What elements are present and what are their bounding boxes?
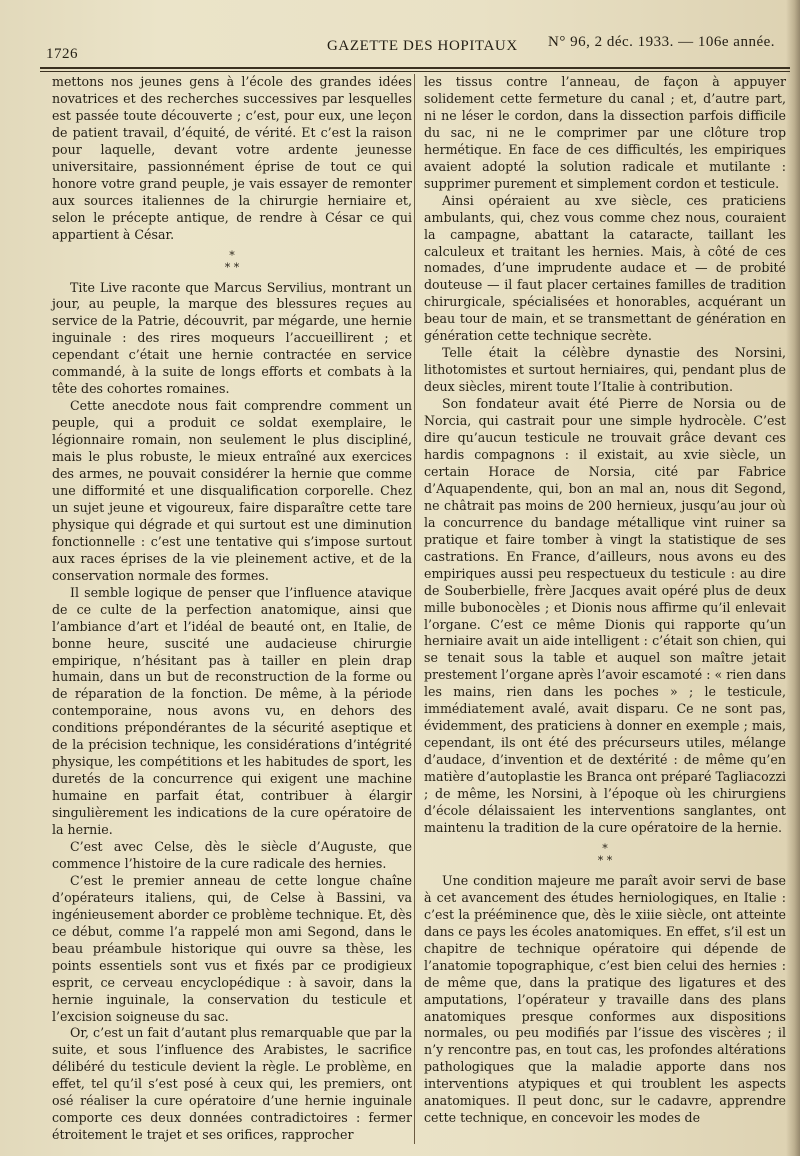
issue-info: N° 96, 2 déc. 1933. — 106e année.	[548, 34, 776, 50]
paragraph: Une condition majeure me paraît avoir servi de base à cet avancement des études herniologiques, en Italie : c’est la prééminence que, dès le xiiie siècle, ont atteinte dans ce pays les écoles anatomiques. En effet, s’il est un chapitre de technique opératoire qui dépende de l’anatomie topographique, c’est bien celui des hernies : de même que, dans la pratique des ligatures et des amputations, l’opérateur y travaille dans des plans anatomiques presque conformes aux dispositions normales, ou peu modifiés par l’issue des viscères ; il n’y rencontre pas, en tout cas, les profondes altérations pathologiques que la maladie apporte dans nos interventions atypiques et qui troublent les aspects anatomiques. Il peut donc, sur le cadavre, apprendre cette technique, en concevoir les modes de	[424, 872, 786, 1126]
page-number: 1726	[46, 46, 78, 62]
paragraph: Son fondateur avait été Pierre de Norsia ou de Norcia, qui castrait pour une simple hydrocèle. C’est dire qu’aucun testicule ne trouvait grâce devant ces hardis compagnons : il existait, au xvie siècle, un certain Horace de Norsia, cité par Fabrice d’Aquapendente, qui, bon an mal an, nous dit Segond, ne châtrait pas moins de 200 hernieux, jusqu’au jour où la concurrence du bandage métallique vint ruiner sa pratique et faire tomber à vingt la statistique de ses castrations. En France, d’ailleurs, nous avons eu des empiriques aussi peu respectueux du testicule : au dire de Souberbielle, frère Jacques avait opéré plus de deux mille bubonocèles ; et Dionis nous affirme qu’il enlevait l’organe. C’est ce même Dionis qui rapporte qu’un herniaire avait un aide intelligent : c’était son chien, qui se tenait sous la table et auquel son maître jetait prestement l’organe après l’avoir escamoté : « rien dans les mains, rien dans les poches » ; le testicule, immédiatement avalé, avait disparu. Ce ne sont pas, évidemment, des praticiens à donner en exemple ; mais, cependant, ils ont été des précurseurs utiles, mélange d’audace, d’invention et de dextérité : de même qu’en matière d’autoplastie les Branca ont préparé Tagliacozzi ; de même, les Norsini, à l’époque où les chirurgiens d’école délaissaient les interventions sanglantes, ont maintenu la tradition de la cure opératoire de la hernie.	[424, 396, 786, 835]
paragraph: Il semble logique de penser que l’influence atavique de ce culte de la perfection anatomique, ainsi que l’ambiance d’art et l’idéal de beauté ont, en Italie, de bonne heure, suscité une audacieuse chirurgie empirique, n’hésitant pas à tailler en plein drap humain, dans un but de reconstruction de la forme ou de réparation de la fonction. De même, à la période contemporaine, nous avons vu, en dehors des conditions prépondérantes de la sécurité aseptique et de la précision technique, les considérations d’intégrité physique, les compétitions et les habitudes de sport, les duretés de la concurrence qui exigent une machine humaine en parfait état, contribuer à élargir singulièrement les indications de la cure opératoire de la hernie.	[52, 584, 412, 838]
column-separator	[414, 74, 415, 1144]
paragraph: Tite Live raconte que Marcus Servilius, montrant un jour, au peuple, la marque des blessures reçues au service de la Patrie, découvrit, par mégarde, une hernie inguinale : des rires moqueurs l’accueillirent ; et cependant c’était une hernie contractée en service commandé, à la suite de longs efforts et combats à la tête des cohortes romaines.	[52, 279, 412, 397]
paragraph: C’est avec Celse, dès le siècle d’Auguste, que commence l’histoire de la cure radicale des hernies.	[52, 838, 412, 871]
right-column	[424, 74, 786, 1127]
section-separator-stars: * * *	[597, 841, 613, 867]
left-column	[52, 74, 412, 1144]
section-separator-stars: * * *	[224, 248, 240, 274]
header-rule-thin	[40, 71, 790, 72]
page-header	[40, 34, 785, 62]
paragraph: Ainsi opéraient au xve siècle, ces praticiens ambulants, qui, chez vous comme chez nous, couraient la campagne, abattant la cataracte, taillant les calculeux et traitant les hernies. Mais, à côté de ces nomades, d’une imprudente audace et — de probité douteuse — il faut placer certaines familles de tradition chirurgicale, spécialisées et honorables, acquérant un beau tour de main, et se transmettant de génération en génération cette technique secrète.	[424, 192, 786, 344]
paragraph: Or, c’est un fait d’autant plus remarquable que par la suite, et sous l’influence des Arabistes, le sacrifice délibéré du testicule devient la règle. Le problème, en effet, tel qu’il s’est posé à ceux qui, les premiers, ont osé réaliser la cure opératoire d’une hernie inguinale comporte ces deux données contradictoires : fermer étroitement le trajet et ses orifices, rapprocher	[52, 1025, 412, 1143]
paragraph: Cette anecdote nous fait comprendre comment un peuple, qui a produit ce soldat exemplaire, le légionnaire romain, non seulement le plus discipliné, mais le plus robuste, le mieux entraîné aux exercices des armes, ne pouvait considérer la hernie que comme une difformité et une disqualification corporelle. Chez un sujet jeune et vigoureux, faire disparaître cette tare physique qui dégrade et qui surtout est une diminution fonctionnelle : c’est une tentative qui s’impose surtout aux races éprises de la vie pleinement active, et de la conservation normale des formes.	[52, 398, 412, 583]
journal-title: GAZETTE DES HOPITAUX	[327, 38, 518, 54]
page-edge-shadow	[786, 0, 800, 1156]
paragraph: C’est le premier anneau de cette longue chaîne d’opérateurs italiens, qui, de Celse à Bassini, va ingénieusement aborder ce problème technique. Et, dès ce début, comme l’a rappelé mon ami Segond, dans le beau préambule historique qui ouvre sa thèse, les points essentiels sont vus et fixés par ce prodigieux esprit, ce cerveau encyclopédique : à savoir, dans la hernie inguinale, la conservation du testicule et l’excision soigneuse du sac.	[52, 872, 412, 1024]
header-rule	[40, 67, 790, 69]
paragraph: Telle était la célèbre dynastie des Norsini, lithotomistes et surtout herniaires, qui, pendant plus de deux siècles, mirent toute l’Italie à contribution.	[424, 345, 786, 395]
paragraph: les tissus contre l’anneau, de façon à appuyer solidement cette fermeture du canal ; et, d’autre part, ni ne léser le cordon, dans la dissection parfois difficile du sac, ni ne le comprimer par une clôture trop hermétique. En face de ces difficultés, les empiriques avaient adopté la solution radicale et mutilante : supprimer purement et simplement cordon et testicule.	[424, 74, 786, 191]
paragraph: mettons nos jeunes gens à l’école des grandes idées novatrices et des recherches successives par lesquelles est passée toute découverte ; c’est, pour eux, une leçon de patient travail, d’équité, de vérité. Et c’est la raison pour laquelle, devant votre ardente jeunesse universitaire, passionnément éprise de tout ce qui honore votre grand peuple, je vais essayer de remonter aux sources italiennes de la chirurgie herniaire et, selon le précepte antique, de rendre à César ce qui appartient à César.	[52, 74, 412, 242]
